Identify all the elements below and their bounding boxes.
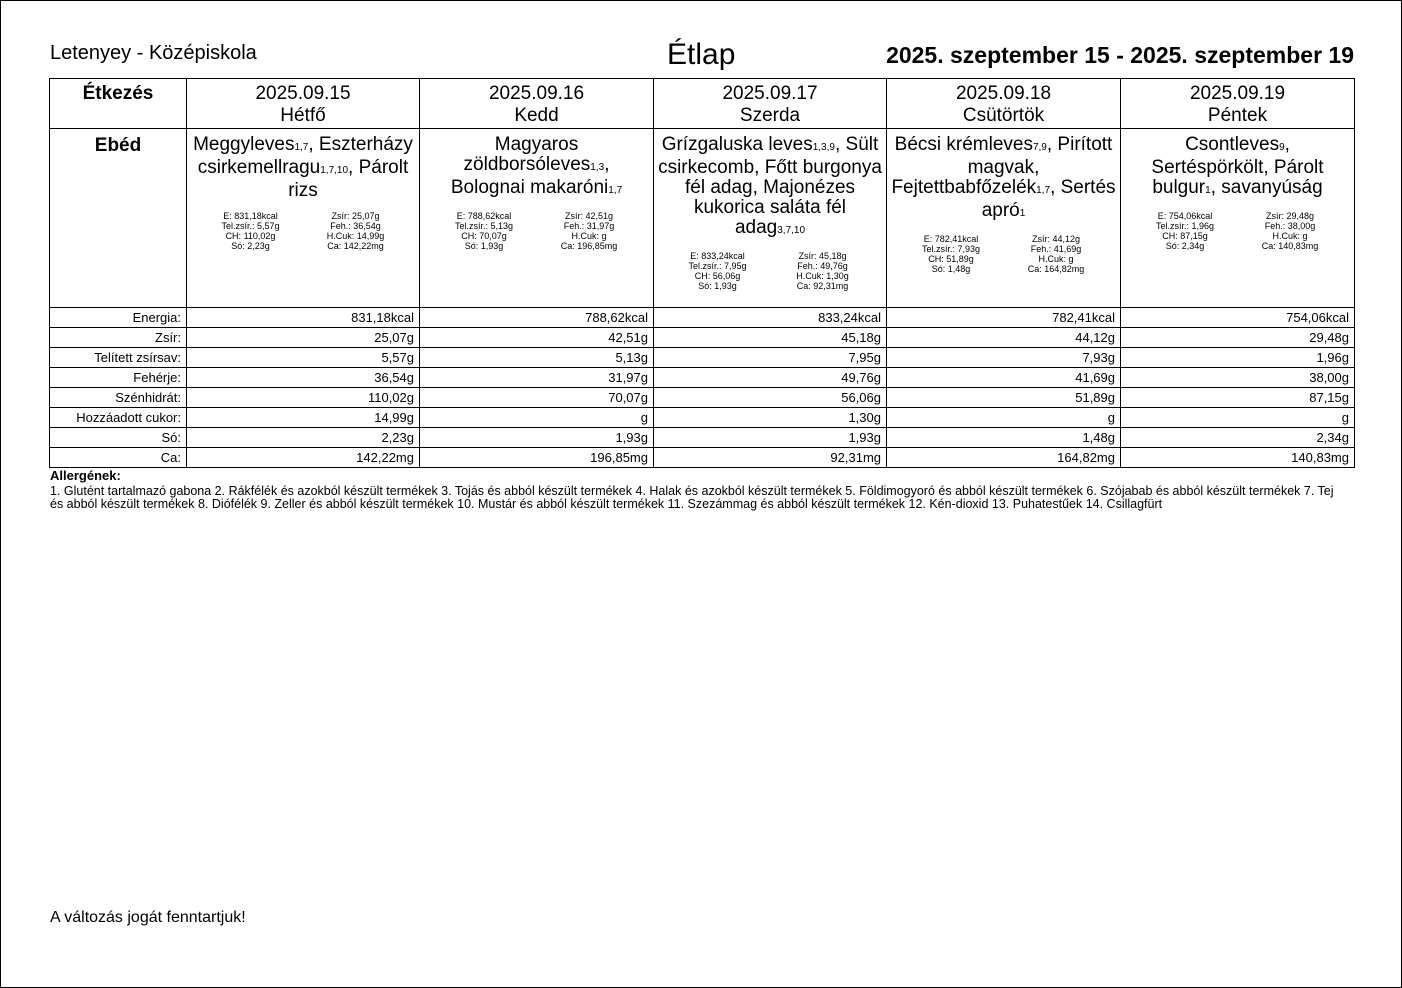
nutrition-row xyxy=(50,368,1355,388)
dish-text: , Eszterházy csirkemellragu xyxy=(197,134,413,178)
nutrition-summary-item: Feh.: 41,69g xyxy=(1030,244,1082,254)
dish-text: , Pirított magvak, Fejtettbabfőzelék xyxy=(891,134,1113,198)
nutrition-summary xyxy=(432,211,642,251)
day-date: 2025.09.16 xyxy=(488,83,585,104)
nutrition-value: 5,13g xyxy=(420,348,654,368)
nutrition-row xyxy=(50,308,1355,328)
page-title: Étlap xyxy=(667,38,736,71)
nutrition-summary-item: E: 831,18kcal xyxy=(223,211,278,221)
allergen-codes: 1,7,10 xyxy=(320,165,349,176)
day-date: 2025.09.18 xyxy=(955,83,1052,104)
nutrition-summary-item: H.Cuk: g xyxy=(1272,231,1308,241)
dish-text: , Sertéspörkölt, Párolt bulgur xyxy=(1151,134,1324,198)
nutrition-value: 833,24kcal xyxy=(654,308,887,328)
nutrition-summary-item: Tel.zsír.: 7,93g xyxy=(921,244,981,254)
nutrition-summary-item: Só: 1,93g xyxy=(464,241,504,251)
nutrition-value: 196,85mg xyxy=(420,448,654,468)
nutrition-value: 25,07g xyxy=(187,328,420,348)
day-date: 2025.09.19 xyxy=(1189,83,1286,104)
day-header xyxy=(420,79,654,129)
nutrition-label: Ca: xyxy=(50,448,187,468)
nutrition-value: 14,99g xyxy=(187,408,420,428)
allergen-codes: 3,7,10 xyxy=(777,225,806,236)
nutrition-summary-item: H.Cuk: g xyxy=(1038,254,1074,264)
nutrition-summary-item: Só: 1,48g xyxy=(931,264,971,274)
nutrition-summary-item: H.Cuk: 14,99g xyxy=(326,231,385,241)
nutrition-value: 31,97g xyxy=(420,368,654,388)
nutrition-value: 36,54g xyxy=(187,368,420,388)
meal-cell xyxy=(654,129,887,308)
nutrition-summary-item: Tel.zsír.: 5,13g xyxy=(454,221,514,231)
allergen-codes: 1,7 xyxy=(1036,185,1051,196)
dish-text: , Párolt rizs xyxy=(288,157,409,201)
nutrition-value: 41,69g xyxy=(887,368,1121,388)
nutrition-summary-item: Feh.: 38,00g xyxy=(1264,221,1316,231)
nutrition-value: 45,18g xyxy=(654,328,887,348)
nutrition-value: 788,62kcal xyxy=(420,308,654,328)
nutrition-value: 44,12g xyxy=(887,328,1121,348)
nutrition-summary-item: Feh.: 31,97g xyxy=(563,221,615,231)
nutrition-row xyxy=(50,328,1355,348)
meal-description xyxy=(191,135,415,201)
allergen-codes: 1 xyxy=(1205,185,1211,196)
nutrition-summary xyxy=(665,251,875,291)
allergens-title: Allergének: xyxy=(50,468,121,483)
nutrition-value: 92,31mg xyxy=(654,448,887,468)
nutrition-value: 7,95g xyxy=(654,348,887,368)
nutrition-value: 49,76g xyxy=(654,368,887,388)
day-weekday: Szerda xyxy=(739,105,801,126)
nutrition-summary-item: CH: 56,06g xyxy=(694,271,741,281)
nutrition-label: Energia: xyxy=(50,308,187,328)
nutrition-value: 142,22mg xyxy=(187,448,420,468)
dish-text: Grízgaluska leves xyxy=(661,134,813,155)
nutrition-summary-item: E: 782,41kcal xyxy=(923,234,979,244)
meal-cell xyxy=(1121,129,1355,308)
nutrition-value: 831,18kcal xyxy=(187,308,420,328)
day-header xyxy=(1121,79,1355,129)
nutrition-summary-item: H.Cuk: g xyxy=(571,231,607,241)
nutrition-value: 51,89g xyxy=(887,388,1121,408)
meal-cell xyxy=(187,129,420,308)
school-name: Letenyey - Középiskola xyxy=(50,42,257,64)
day-header-row xyxy=(50,79,1355,129)
nutrition-summary-item: Feh.: 36,54g xyxy=(330,221,381,231)
nutrition-value: 70,07g xyxy=(420,388,654,408)
meal-description xyxy=(658,135,882,241)
nutrition-summary-item: Zsír: 29,48g xyxy=(1265,211,1315,221)
nutrition-row xyxy=(50,408,1355,428)
nutrition-label: Zsír: xyxy=(50,328,187,348)
nutrition-value: 2,23g xyxy=(187,428,420,448)
day-date: 2025.09.15 xyxy=(255,83,351,104)
nutrition-value: 87,15g xyxy=(1121,388,1355,408)
dish-text: , savanyúság xyxy=(1210,177,1323,198)
meal-column-header: Étkezés xyxy=(50,79,187,129)
menu-table xyxy=(49,78,1355,468)
nutrition-summary-item: Tel.zsír.: 5,57g xyxy=(221,221,280,231)
allergen-codes: 1 xyxy=(1019,208,1026,219)
nutrition-label: Szénhidrát: xyxy=(50,388,187,408)
day-header xyxy=(887,79,1121,129)
nutrition-summary-item: Ca: 92,31mg xyxy=(796,281,849,291)
meal-description xyxy=(1125,135,1350,201)
allergen-codes: 1,7 xyxy=(608,185,623,196)
nutrition-row xyxy=(50,348,1355,368)
nutrition-summary-item: CH: 87,15g xyxy=(1162,231,1208,241)
day-weekday: Hétfő xyxy=(280,105,326,126)
allergens-list: 1. Glutént tartalmazó gabona 2. Rákfélék és azokból készült termékek 3. Tojás és abból készült termékek 4. Halak és azokból készült termékek 5. Földimogyoró és abból készült termékek 6. Szójabab és abból készült termékek 7. Tej és abból készült termékek 8. Diófélék 9. Zeller és abból készült termékek 10. Mustár és abból készült termékek 11. Szezámmag és abból készült termékek 12. Kén-dioxid 13. Puhatestűek 14. Csillagfürt xyxy=(50,484,1334,511)
allergen-codes: 7,9 xyxy=(1032,142,1047,153)
dish-text: , Bolognai makaróni xyxy=(450,154,610,198)
dish-text: , Sült csirkecomb, Főtt burgonya fél adag, Majonézes kukorica saláta fél adag xyxy=(658,134,882,238)
nutrition-value: g xyxy=(887,408,1121,428)
nutrition-value: 164,82mg xyxy=(887,448,1121,468)
nutrition-summary xyxy=(1133,211,1343,251)
nutrition-label: Fehérje: xyxy=(50,368,187,388)
nutrition-value: g xyxy=(420,408,654,428)
day-date: 2025.09.17 xyxy=(722,83,818,104)
nutrition-summary-item: Só: 2,34g xyxy=(1165,241,1205,251)
allergen-codes: 1,7 xyxy=(294,142,309,153)
nutrition-summary-item: Só: 2,23g xyxy=(231,241,270,251)
nutrition-summary-item: Zsír: 45,18g xyxy=(798,251,847,261)
nutrition-row xyxy=(50,448,1355,468)
nutrition-summary-item: CH: 51,89g xyxy=(928,254,974,264)
nutrition-summary-item: Ca: 164,82mg xyxy=(1027,264,1085,274)
nutrition-value: 1,96g xyxy=(1121,348,1355,368)
nutrition-row xyxy=(50,388,1355,408)
nutrition-summary-item: Feh.: 49,76g xyxy=(797,261,848,271)
nutrition-label: Telített zsírsav: xyxy=(50,348,187,368)
meal-cell xyxy=(887,129,1121,308)
allergen-codes: 1,3 xyxy=(590,162,605,173)
nutrition-value: 110,02g xyxy=(187,388,420,408)
nutrition-value: 5,57g xyxy=(187,348,420,368)
allergen-codes: 9 xyxy=(1279,142,1285,153)
nutrition-value: 754,06kcal xyxy=(1121,308,1355,328)
meal-description xyxy=(891,135,1116,224)
nutrition-summary-item: Ca: 142,22mg xyxy=(327,241,384,251)
footer-note: A változás jogát fenntartjuk! xyxy=(50,909,246,926)
nutrition-summary-item: Tel.zsír.: 7,95g xyxy=(688,261,747,271)
page-header xyxy=(50,36,1354,76)
nutrition-value: 782,41kcal xyxy=(887,308,1121,328)
nutrition-summary-item: H.Cuk: 1,30g xyxy=(796,271,849,281)
nutrition-value: 1,93g xyxy=(420,428,654,448)
day-header xyxy=(187,79,420,129)
meal-row xyxy=(50,129,1355,308)
nutrition-summary-item: E: 754,06kcal xyxy=(1157,211,1213,221)
nutrition-value: 38,00g xyxy=(1121,368,1355,388)
nutrition-value: 42,51g xyxy=(420,328,654,348)
nutrition-summary-item: Zsír: 44,12g xyxy=(1031,234,1081,244)
nutrition-summary xyxy=(899,234,1109,274)
nutrition-summary-item: CH: 70,07g xyxy=(461,231,507,241)
meal-description xyxy=(424,135,649,201)
nutrition-value: g xyxy=(1121,408,1355,428)
nutrition-row xyxy=(50,428,1355,448)
nutrition-summary-item: E: 788,62kcal xyxy=(456,211,512,221)
nutrition-value: 1,30g xyxy=(654,408,887,428)
meal-cell xyxy=(420,129,654,308)
day-weekday: Csütörtök xyxy=(962,105,1045,126)
dish-text: Meggyleves xyxy=(193,134,295,155)
nutrition-summary-item: Zsír: 25,07g xyxy=(331,211,380,221)
nutrition-summary-item: CH: 110,02g xyxy=(225,231,276,241)
nutrition-summary-item: Ca: 196,85mg xyxy=(560,241,618,251)
nutrition-value: 1,48g xyxy=(887,428,1121,448)
nutrition-value: 7,93g xyxy=(887,348,1121,368)
nutrition-value: 1,93g xyxy=(654,428,887,448)
nutrition-value: 2,34g xyxy=(1121,428,1355,448)
nutrition-summary-item: E: 833,24kcal xyxy=(690,251,745,261)
dish-text: , Sertés apró xyxy=(981,177,1116,221)
date-range: 2025. szeptember 15 - 2025. szeptember 19 xyxy=(886,42,1354,68)
dish-text: Magyaros zöldborsóleves xyxy=(463,134,591,175)
nutrition-value: 56,06g xyxy=(654,388,887,408)
nutrition-value: 29,48g xyxy=(1121,328,1355,348)
nutrition-summary-item: Tel.zsír.: 1,96g xyxy=(1155,221,1215,231)
day-weekday: Péntek xyxy=(1207,105,1268,126)
dish-text: Csontleves xyxy=(1185,134,1280,155)
nutrition-value: 140,83mg xyxy=(1121,448,1355,468)
allergen-codes: 1,3,9 xyxy=(812,142,835,153)
day-weekday: Kedd xyxy=(514,105,559,126)
nutrition-summary-item: Ca: 140,83mg xyxy=(1261,241,1319,251)
dish-text: Bécsi krémleves xyxy=(894,134,1033,155)
nutrition-summary-item: Zsír: 42,51g xyxy=(564,211,614,221)
nutrition-summary xyxy=(198,211,408,251)
nutrition-summary-item: Só: 1,93g xyxy=(698,281,737,291)
nutrition-label: Hozzáadott cukor: xyxy=(50,408,187,428)
meal-label: Ebéd xyxy=(50,129,187,308)
day-header xyxy=(654,79,887,129)
nutrition-label: Só: xyxy=(50,428,187,448)
